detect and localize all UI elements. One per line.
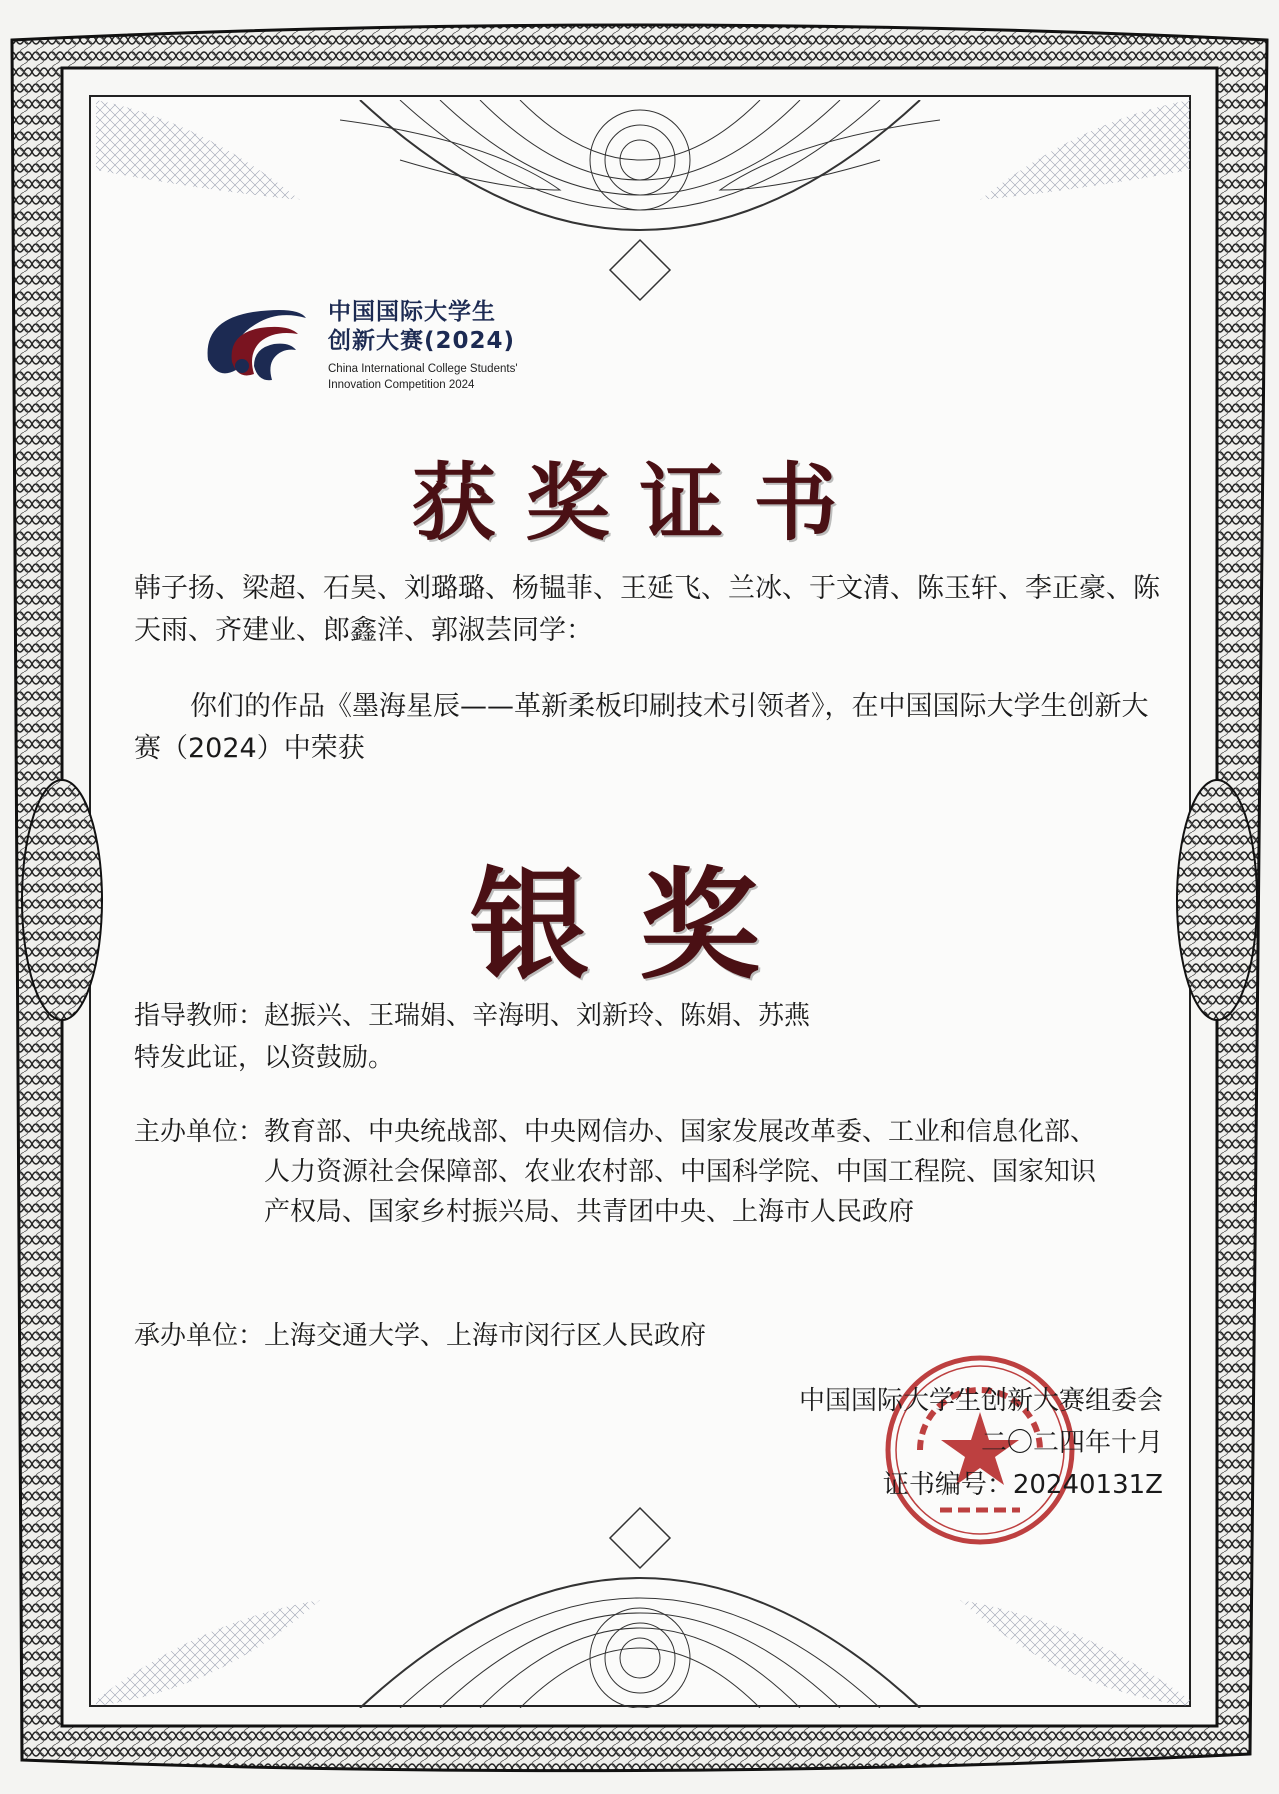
student-names: 韩子扬、梁超、石昊、刘璐璐、杨韫菲、王延飞、兰冰、于文清、陈玉轩、李正豪、陈天雨、齐建业、郎鑫洋、郭淑芸同学： (134, 573, 1160, 646)
signoff-block (799, 1380, 1163, 1506)
organizer-row (134, 1316, 706, 1356)
cert-no-label: 证书编号： (882, 1470, 1013, 1500)
advisor-names: 赵振兴、王瑞娟、辛海明、刘新玲、陈娟、苏燕 (264, 1001, 811, 1031)
hosts-list: 教育部、中央统战部、中央网信办、国家发展改革委、工业和信息化部、人力资源社会保障部、农业农村部、中国科学院、中国工程院、国家知识产权局、国家乡村振兴局、共青团中央、上海市人民政府 (264, 1117, 1097, 1227)
host-organizations (134, 1112, 1104, 1232)
brand-name-en: China International College Students' (328, 363, 518, 375)
brand-name-cn: 中国国际大学生 (328, 299, 496, 325)
advisor-row (134, 996, 810, 1036)
certificate-number-row (799, 1464, 1163, 1506)
cert-no-value: 20240131Z (1012, 1470, 1163, 1500)
encouragement-text: 特发此证，以资鼓励。 (134, 1043, 395, 1073)
certificate-title: 获奖证书 (411, 453, 868, 552)
brand-name-en-2: Innovation Competition 2024 (328, 379, 475, 391)
organizers-label: 承办单位： (134, 1321, 265, 1351)
advisor-label: 指导教师： (134, 1001, 265, 1031)
hosts-label: 主办单位： (134, 1117, 265, 1147)
issue-date: 二〇二四年十月 (980, 1428, 1163, 1458)
award-level: 银奖 (469, 855, 810, 996)
competition-brand (328, 298, 518, 393)
award-description: 你们的作品《墨海星辰——革新柔板印刷技术引领者》，在中国国际大学生创新大赛（2024）中荣获 (134, 691, 1149, 764)
competition-logo-icon (198, 300, 308, 392)
organizers-list: 上海交通大学、上海市闵行区人民政府 (264, 1321, 707, 1351)
brand-name-cn-year: 创新大赛(2024) (328, 328, 516, 354)
issuer-name: 中国国际大学生创新大赛组委会 (798, 1386, 1163, 1416)
